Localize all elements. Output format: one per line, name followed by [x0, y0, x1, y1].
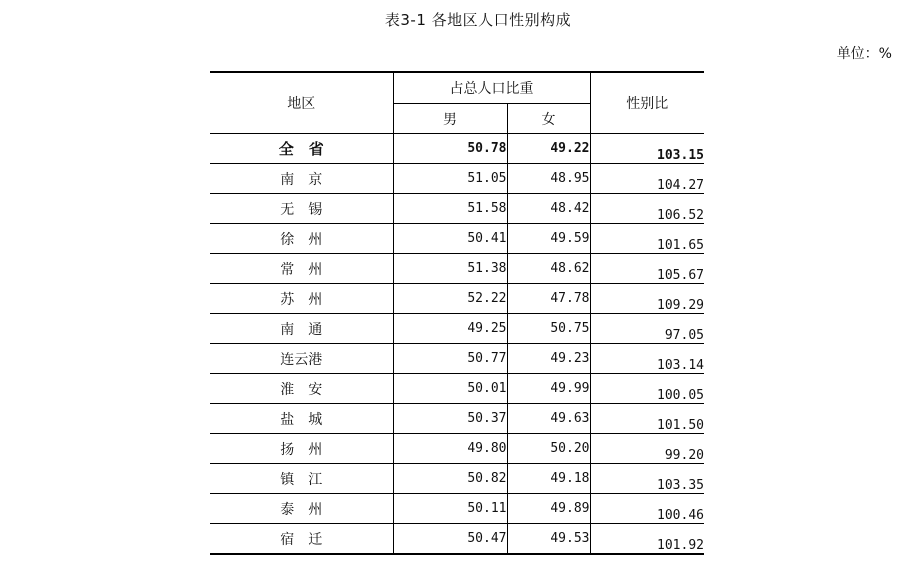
female-share-cell: 47.78 [507, 284, 590, 314]
male-share-cell: 50.01 [393, 374, 507, 404]
sex-ratio-cell: 97.05 [590, 314, 704, 344]
table-row [210, 494, 704, 524]
female-share-cell: 49.89 [507, 494, 590, 524]
region-header: 地区 [210, 72, 393, 134]
female-share-cell: 48.42 [507, 194, 590, 224]
sex-ratio-cell: 104.27 [590, 164, 704, 194]
region-cell: 苏 州 [210, 284, 393, 314]
table-row [210, 314, 704, 344]
male-share-cell: 51.58 [393, 194, 507, 224]
unit-label: 单位：% [836, 46, 892, 62]
male-share-cell: 50.82 [393, 464, 507, 494]
region-cell: 镇 江 [210, 464, 393, 494]
table-row [210, 374, 704, 404]
header-row-1 [210, 72, 704, 104]
female-share-cell: 49.22 [507, 134, 590, 164]
region-cell: 泰 州 [210, 494, 393, 524]
region-cell: 徐 州 [210, 224, 393, 254]
table-row [210, 404, 704, 434]
female-share-cell: 49.59 [507, 224, 590, 254]
region-cell: 南 通 [210, 314, 393, 344]
table-body [210, 134, 704, 555]
sex-ratio-cell: 103.15 [590, 134, 704, 164]
sex-ratio-cell: 106.52 [590, 194, 704, 224]
female-share-cell: 48.62 [507, 254, 590, 284]
region-cell: 无 锡 [210, 194, 393, 224]
sex-ratio-cell: 100.46 [590, 494, 704, 524]
female-share-cell: 48.95 [507, 164, 590, 194]
table-row [210, 284, 704, 314]
sex-ratio-cell: 109.29 [590, 284, 704, 314]
table-row [210, 344, 704, 374]
sex-ratio-header: 性别比 [590, 72, 704, 134]
table-row [210, 524, 704, 555]
female-share-cell: 49.99 [507, 374, 590, 404]
female-share-cell: 49.53 [507, 524, 590, 555]
male-share-cell: 50.41 [393, 224, 507, 254]
table-row [210, 434, 704, 464]
table-row [210, 254, 704, 284]
sex-ratio-cell: 103.35 [590, 464, 704, 494]
male-share-cell: 50.77 [393, 344, 507, 374]
sex-ratio-cell: 99.20 [590, 434, 704, 464]
table-row [210, 464, 704, 494]
male-share-cell: 50.37 [393, 404, 507, 434]
female-header: 女 [507, 104, 590, 134]
sex-ratio-cell: 101.65 [590, 224, 704, 254]
share-header: 占总人口比重 [393, 72, 590, 104]
region-cell: 连云港 [210, 344, 393, 374]
sex-ratio-cell: 100.05 [590, 374, 704, 404]
region-cell: 扬 州 [210, 434, 393, 464]
male-share-cell: 51.38 [393, 254, 507, 284]
total-row [210, 134, 704, 164]
population-sex-table [210, 71, 704, 555]
table-row [210, 164, 704, 194]
female-share-cell: 50.75 [507, 314, 590, 344]
female-share-cell: 50.20 [507, 434, 590, 464]
table-title: 表3-1 各地区人口性别构成 [384, 11, 572, 29]
region-cell: 宿 迁 [210, 524, 393, 555]
male-share-cell: 50.78 [393, 134, 507, 164]
sex-ratio-cell: 101.92 [590, 524, 704, 555]
male-share-cell: 50.47 [393, 524, 507, 555]
male-share-cell: 49.25 [393, 314, 507, 344]
region-cell: 全 省 [210, 134, 393, 164]
female-share-cell: 49.63 [507, 404, 590, 434]
male-share-cell: 52.22 [393, 284, 507, 314]
table-row [210, 224, 704, 254]
region-cell: 淮 安 [210, 374, 393, 404]
female-share-cell: 49.18 [507, 464, 590, 494]
sex-ratio-cell: 103.14 [590, 344, 704, 374]
male-share-cell: 50.11 [393, 494, 507, 524]
female-share-cell: 49.23 [507, 344, 590, 374]
region-cell: 盐 城 [210, 404, 393, 434]
table-row [210, 194, 704, 224]
male-share-cell: 51.05 [393, 164, 507, 194]
region-cell: 常 州 [210, 254, 393, 284]
sex-ratio-cell: 105.67 [590, 254, 704, 284]
male-header: 男 [393, 104, 507, 134]
sex-ratio-cell: 101.50 [590, 404, 704, 434]
region-cell: 南 京 [210, 164, 393, 194]
male-share-cell: 49.80 [393, 434, 507, 464]
